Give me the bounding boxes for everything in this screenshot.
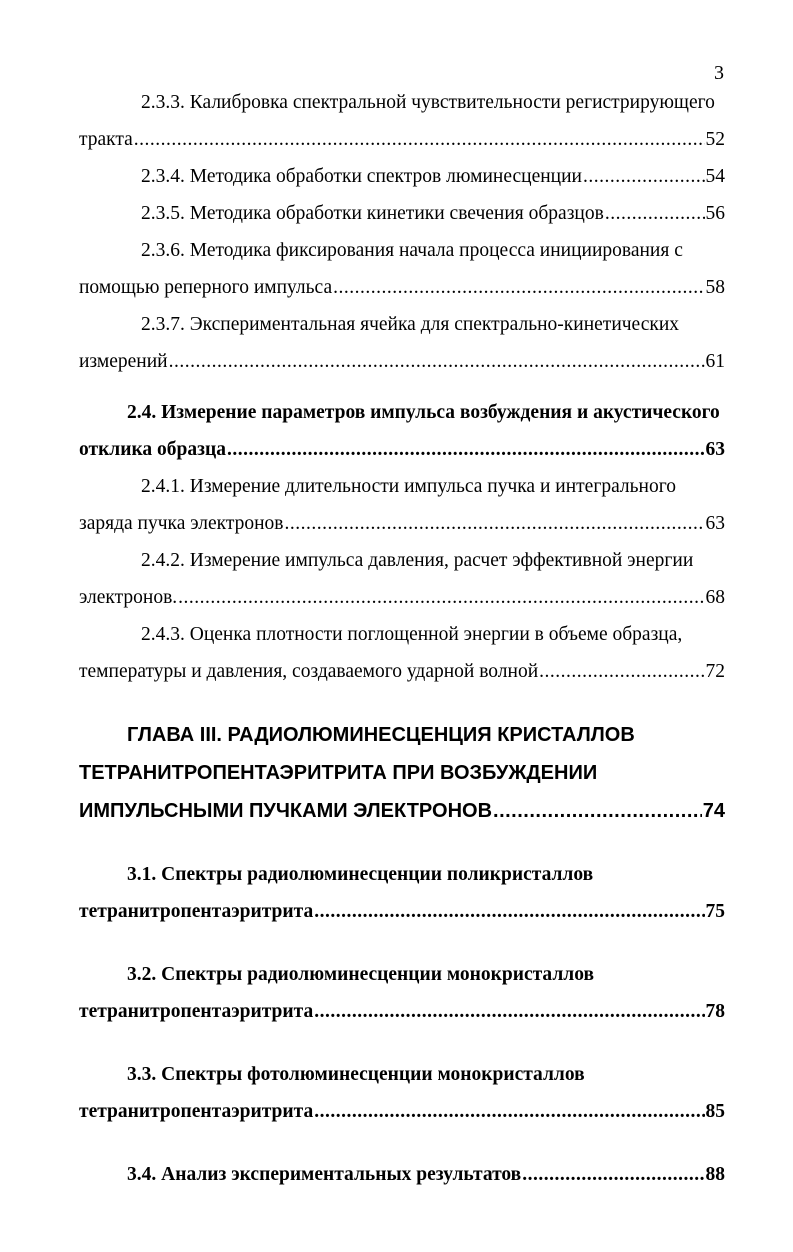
- chapter-title-line3: ИМПУЛЬСНЫМИ ПУЧКАМИ ЭЛЕКТРОНОВ: [79, 800, 493, 822]
- toc-entry-title-line1: 3.3. Спектры фотолюминесценции монокристаллов: [127, 1064, 585, 1085]
- toc-page-number: 88: [705, 1164, 725, 1185]
- dot-leader: [605, 195, 705, 232]
- toc-entry-title-line2: тракта: [79, 129, 133, 150]
- toc-page-number: 61: [705, 351, 725, 372]
- toc-chapter-3[interactable]: [79, 716, 725, 830]
- dot-leader: [314, 1093, 704, 1130]
- toc-entry-title-line1: 2.4. Измерение параметров импульса возбуждения и акустического: [127, 402, 720, 423]
- toc-section-3-3[interactable]: [79, 1056, 725, 1130]
- toc-page-number: 56: [705, 203, 725, 224]
- toc-entry-title-line2: тетранитропентаэритрита: [79, 1001, 314, 1022]
- toc-entry-title-line1: 2.3.3. Калибровка спектральной чувствительности регистрирующего: [141, 92, 715, 113]
- toc-entry-title-line1: 2.4.3. Оценка плотности поглощенной энергии в объеме образца,: [141, 624, 683, 645]
- toc-entry-title-line2: тетранитропентаэритрита: [79, 1101, 314, 1122]
- toc-page-number: 63: [705, 439, 725, 460]
- toc-page-number: 68: [705, 587, 725, 608]
- chapter-title-line2: ТЕТРАНИТРОПЕНТАЭРИТРИТА ПРИ ВОЗБУЖДЕНИИ: [79, 762, 598, 784]
- toc-section-3-4[interactable]: [79, 1156, 725, 1193]
- toc-entry-title: 3.4. Анализ экспериментальных результатов: [127, 1164, 522, 1185]
- toc-entry-2-3-7[interactable]: [79, 306, 725, 380]
- page-number: 3: [714, 62, 724, 84]
- dot-leader: [178, 579, 704, 616]
- toc-page-number: 74: [702, 800, 725, 822]
- toc-entry-title-line2: температуры и давления, создаваемого ударной волной: [79, 661, 539, 682]
- toc-entry-title-line1: 3.2. Спектры радиолюминесценции монокристаллов: [127, 964, 595, 985]
- toc-entry-title: 2.3.4. Методика обработки спектров люминесценции: [141, 166, 582, 187]
- toc-entry-2-3-6[interactable]: [79, 232, 725, 306]
- toc-page-number: 52: [705, 129, 725, 150]
- dot-leader: [522, 1156, 704, 1193]
- toc-entry-2-4-1[interactable]: [79, 468, 725, 542]
- toc-entry-title-line2: тетранитропентаэритрита: [79, 901, 314, 922]
- dot-leader: [227, 431, 705, 468]
- toc-entry-title-line1: 2.4.2. Измерение импульса давления, расчет эффективной энергии: [141, 550, 694, 571]
- dot-leader: [169, 343, 705, 380]
- toc-page-number: 72: [705, 661, 725, 682]
- toc-entry-title-line1: 2.4.1. Измерение длительности импульса пучка и интегрального: [141, 476, 676, 497]
- toc-entry-title-line1: 2.3.6. Методика фиксирования начала процесса инициирования с: [141, 240, 683, 261]
- toc-section-3-2[interactable]: [79, 956, 725, 1030]
- toc-entry-title-line2: отклика образца: [79, 439, 226, 460]
- toc-entry-title-line2: измерений: [79, 351, 168, 372]
- toc-entry-title-line1: 2.3.7. Экспериментальная ячейка для спектрально-кинетических: [141, 314, 680, 335]
- toc-entry-2-3-3[interactable]: [79, 84, 725, 158]
- dot-leader: [493, 792, 702, 830]
- toc-section-2-4[interactable]: [79, 394, 725, 468]
- toc-section-3-1[interactable]: [79, 856, 725, 930]
- dot-leader: [583, 158, 705, 195]
- toc-entry-title-line1: 3.1. Спектры радиолюминесценции поликристаллов: [127, 864, 594, 885]
- toc-entry-title: 2.3.5. Методика обработки кинетики свечения образцов: [141, 203, 604, 224]
- dot-leader: [539, 653, 704, 690]
- dot-leader: [134, 121, 705, 158]
- toc-entry-2-4-3[interactable]: [79, 616, 725, 690]
- toc-page-number: 85: [705, 1101, 725, 1122]
- toc-entry-title-line2: помощью реперного импульса: [79, 277, 333, 298]
- toc-entry-2-3-5[interactable]: [79, 195, 725, 232]
- toc-entry-2-4-2[interactable]: [79, 542, 725, 616]
- toc-entry-2-3-4[interactable]: [79, 158, 725, 195]
- toc-page-number: 78: [705, 1001, 725, 1022]
- toc-entry-title-line2: электронов.: [79, 587, 178, 608]
- table-of-contents: [79, 84, 725, 1193]
- dot-leader: [333, 269, 704, 306]
- toc-page-number: 58: [705, 277, 725, 298]
- chapter-title-line1: ГЛАВА III. РАДИОЛЮМИНЕСЦЕНЦИЯ КРИСТАЛЛОВ: [127, 724, 635, 746]
- toc-page-number: 54: [705, 166, 725, 187]
- dot-leader: [314, 893, 704, 930]
- toc-page-number: 75: [705, 901, 725, 922]
- toc-entry-title-line2: заряда пучка электронов: [79, 513, 284, 534]
- dot-leader: [285, 505, 705, 542]
- toc-page-number: 63: [705, 513, 725, 534]
- dot-leader: [314, 993, 704, 1030]
